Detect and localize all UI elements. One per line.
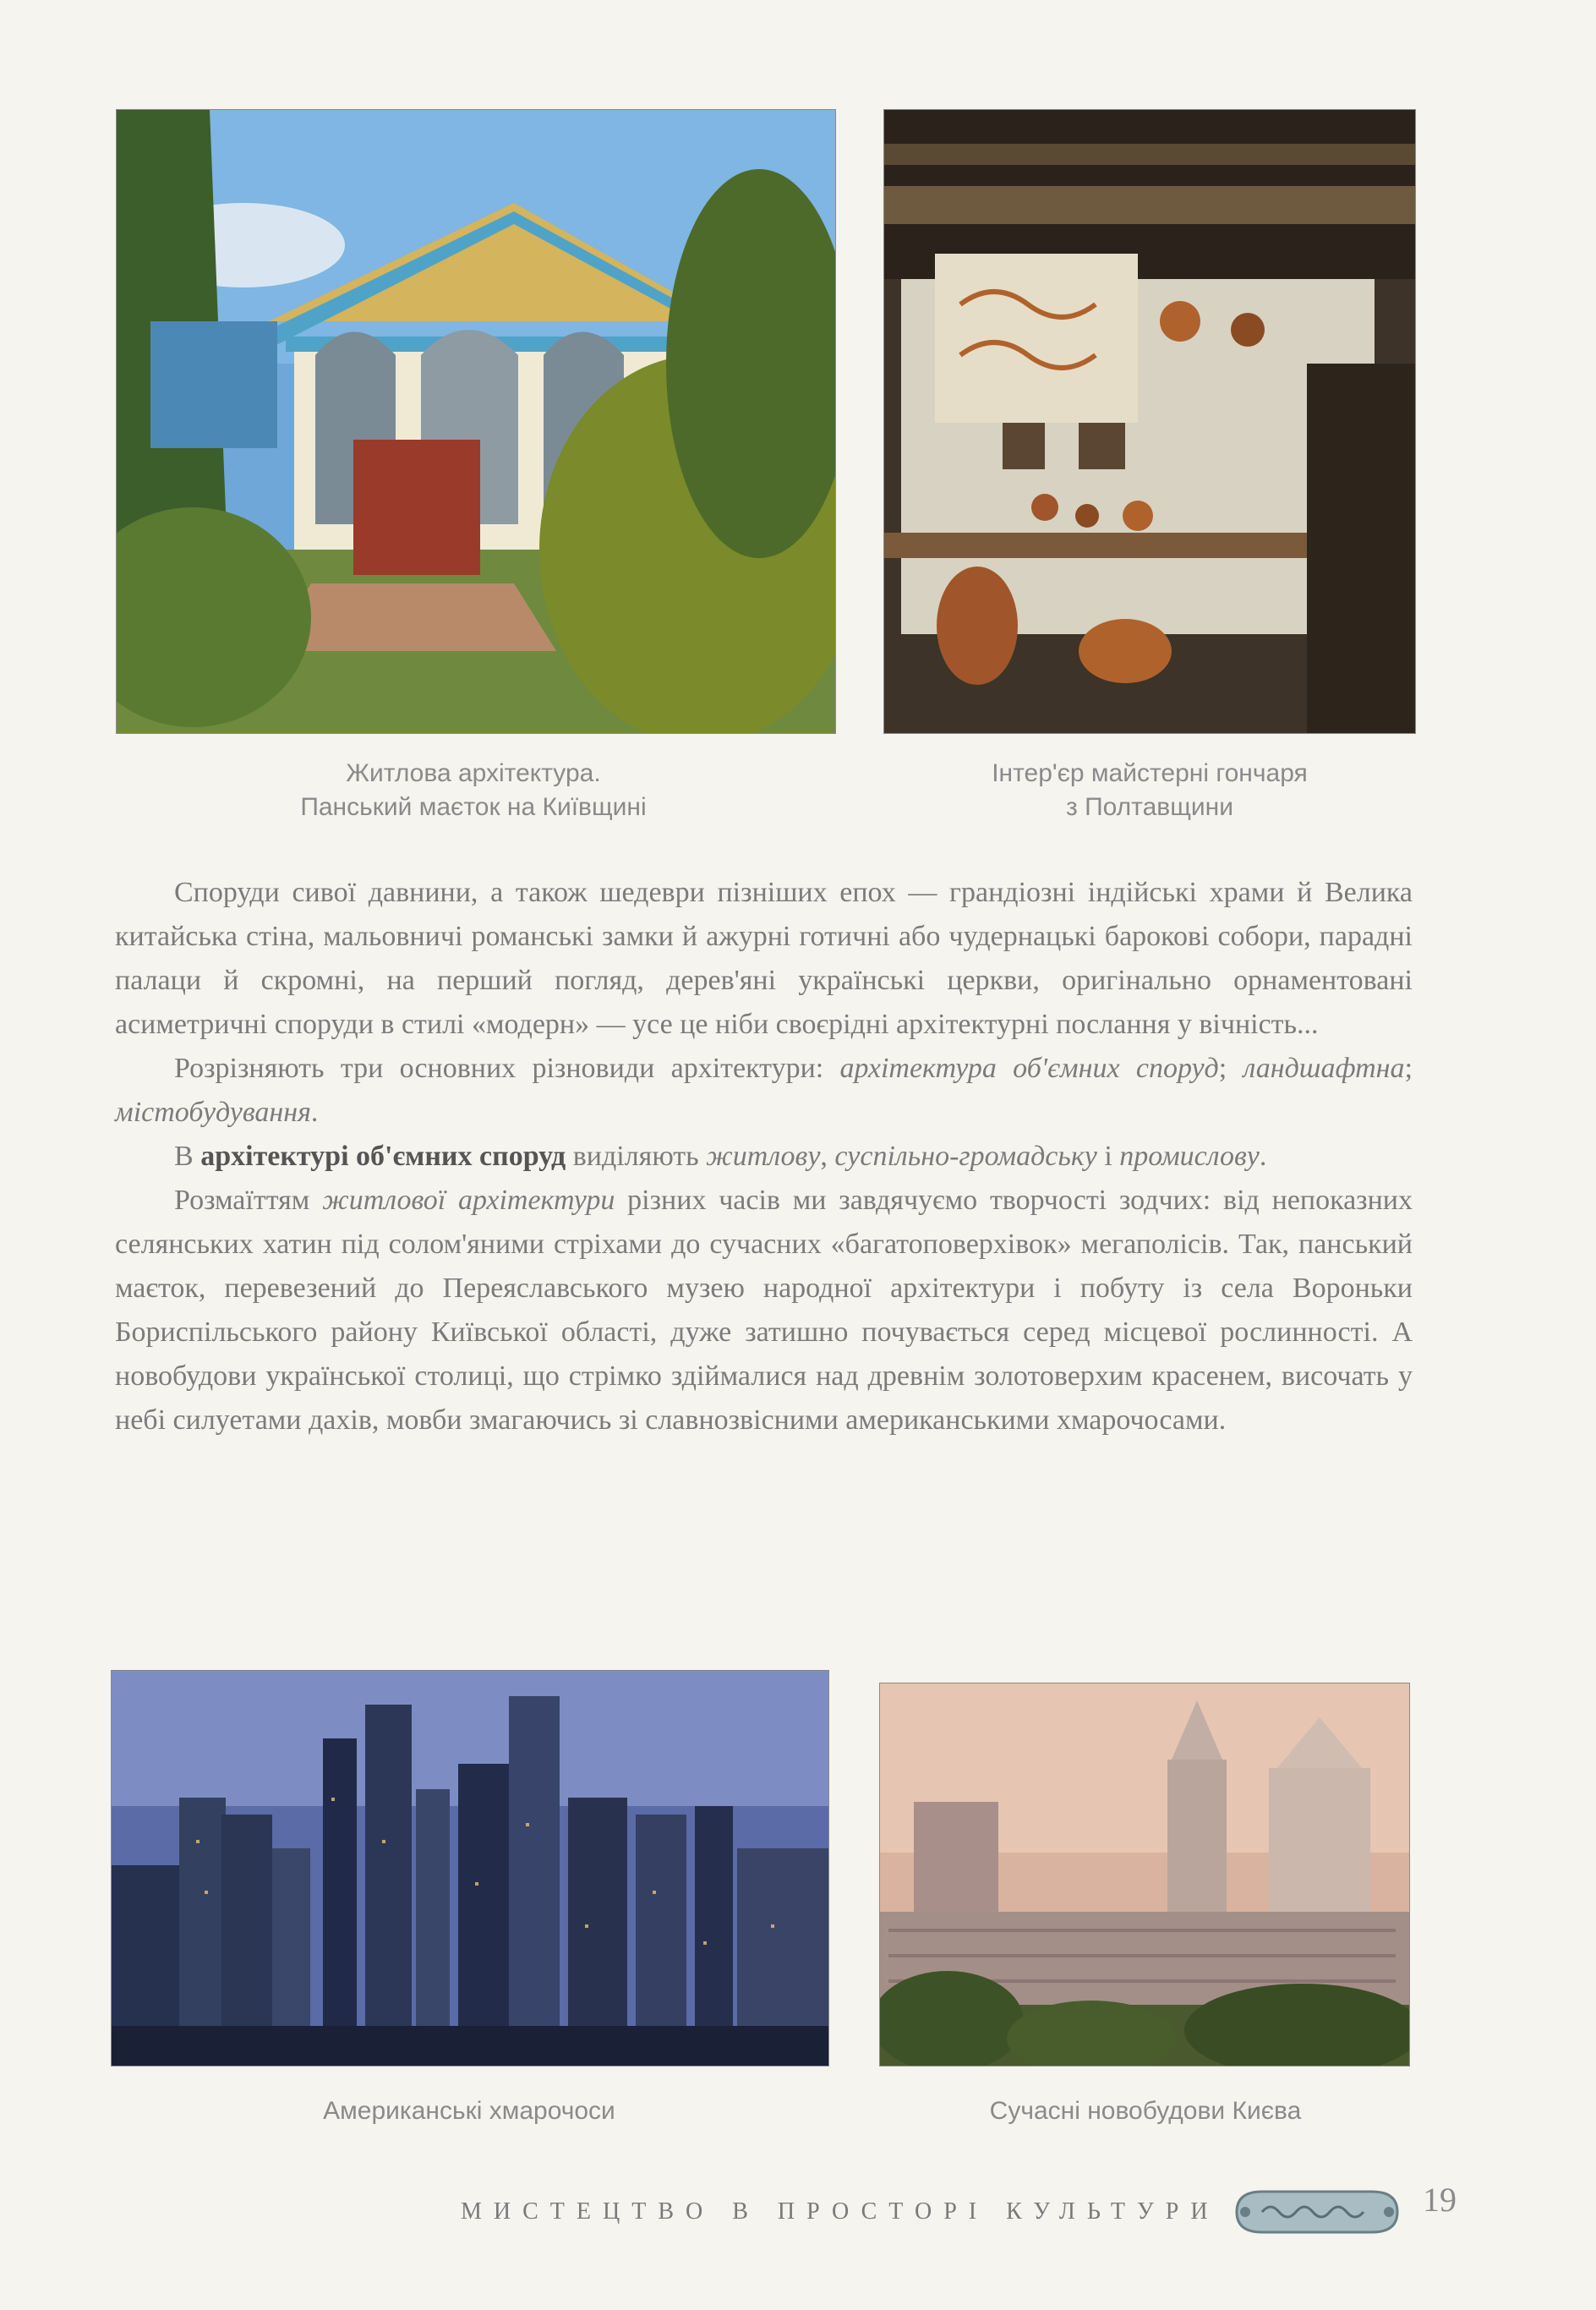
caption-line: Американські хмарочоси <box>323 2097 615 2125</box>
text-run: Розрізняють три основних різновиди архітектури: <box>174 1053 840 1084</box>
text-run: ; <box>1218 1053 1243 1084</box>
italic-term: промислову <box>1119 1141 1260 1172</box>
italic-term: ландшафтна <box>1243 1053 1405 1084</box>
decorative-emblem-icon <box>1228 2188 1406 2236</box>
text-run: і <box>1096 1141 1120 1172</box>
paragraph <box>115 1047 1413 1135</box>
paragraph-text: Споруди сивої давнини, а також шедеври пізніших епох — грандіозні індійські храми й Велика китайська стіна, мальовничі романські замки й ажурні готичні або чудернацькі барокові собори, парадні палаци й скромні, на перший погляд, дерев'яні українські церкви, оригінально орнаментовані асиметричні споруди в стилі «модерн» — усе це ніби своєрідні архітектурні послання у вічність... <box>115 877 1413 1040</box>
paragraph <box>115 1179 1413 1442</box>
american-skyscrapers-photo <box>111 1670 829 2066</box>
caption-line: Житлова архітектура. <box>346 759 601 787</box>
text-run: Розмаїттям <box>174 1185 323 1216</box>
text-run: ; <box>1404 1053 1413 1084</box>
page-number: 19 <box>1423 2181 1457 2219</box>
pottery-interior-photo <box>883 109 1416 734</box>
text-run: В <box>174 1141 201 1172</box>
running-footer <box>461 2188 1406 2236</box>
text-run: . <box>1259 1141 1267 1172</box>
manor-photo-caption <box>237 757 710 824</box>
text-run: виділяють <box>566 1141 707 1172</box>
italic-term: суспільно-громадську <box>834 1141 1097 1172</box>
bold-term: архітектурі об'ємних споруд <box>200 1141 566 1172</box>
italic-term: житлової архітектури <box>322 1185 615 1216</box>
kyiv-newbuildings-photo <box>879 1683 1410 2066</box>
caption-line: Сучасні новобудови Києва <box>989 2097 1302 2125</box>
paragraph <box>115 1135 1413 1179</box>
italic-term: містобудування <box>115 1097 311 1128</box>
section-title: МИСТЕЦТВО В ПРОСТОРІ КУЛЬТУРИ <box>461 2198 1220 2225</box>
caption-line: Інтер'єр майстерні гончаря <box>992 759 1308 787</box>
italic-term: архітектура об'ємних споруд <box>839 1053 1219 1084</box>
text-run: . <box>310 1097 319 1128</box>
main-text <box>115 871 1413 1442</box>
text-run: різних часів ми завдячуємо творчості зодчих: від непоказних селянських хатин під солом'яними стріхами до сучасних «багатоповерхівок» мегаполісів. Так, панський маєток, перевезений до Переяславського музею народної архітектури і побуту із села Вороньки Бориспільського району Київської області, дуже затишно почувається серед місцевої рослинності. А новобудови української столиці, що стрімко здіймалися над древнім золотоверхим красенем, височать у небі силуетами дахів, мовби змагаючись зі славнозвісними американськими хмарочосами. <box>115 1185 1413 1436</box>
text-run: , <box>820 1141 835 1172</box>
manor-photo <box>116 109 836 734</box>
italic-term: житлову <box>706 1141 821 1172</box>
kyiv-photo-caption <box>896 2094 1395 2128</box>
pottery-photo-caption <box>896 757 1403 824</box>
paragraph <box>115 871 1413 1047</box>
skyscrapers-photo-caption <box>194 2094 744 2128</box>
caption-line: Панський маєток на Київщині <box>300 793 647 821</box>
caption-line: з Полтавщини <box>1066 793 1233 821</box>
